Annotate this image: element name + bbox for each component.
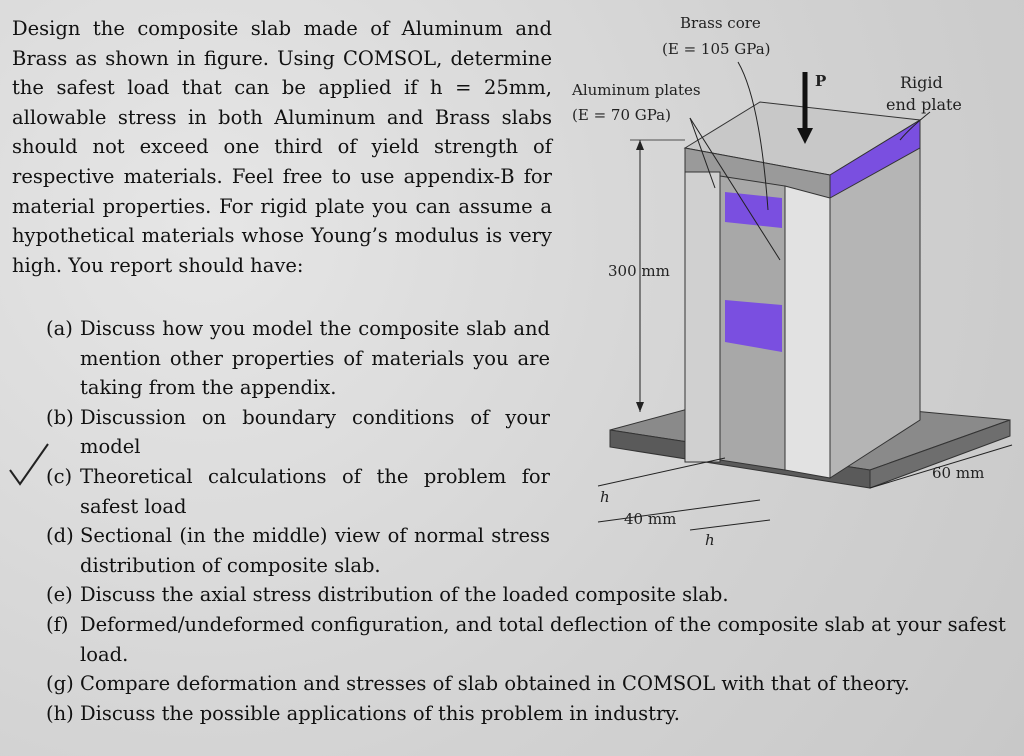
task-text: Discuss how you model the composite slab and mention other properties of materials you are taking from the appendix.: [80, 317, 550, 400]
task-item: [46, 699, 1016, 729]
task-text: Compare deformation and stresses of slab obtained in COMSOL with that of theory.: [80, 672, 910, 696]
aluminum-modulus-label: (E = 70 GPa): [572, 106, 671, 124]
task-label: (f): [46, 612, 69, 636]
composite-slab-figure: [560, 0, 1024, 560]
task-text: Discussion on boundary conditions of your model: [80, 405, 550, 459]
task-label: (e): [46, 583, 73, 607]
brass-modulus-label: (E = 105 GPa): [662, 40, 771, 58]
task-text: Theoretical calculations of the problem for safest load: [80, 464, 550, 518]
task-item: [46, 610, 1016, 669]
aluminum-plates-label: Aluminum plates: [572, 81, 701, 99]
task-text: Deformed/undeformed configuration, and total deflection of the composite slab at your safest load.: [80, 612, 1006, 666]
task-label: (d): [46, 524, 74, 548]
height-dimension-label: 300 mm: [608, 262, 670, 280]
task-label: (a): [46, 317, 73, 340]
task-label: (h): [46, 701, 74, 725]
problem-statement: Design the composite slab made of Aluminum and Brass as shown in figure. Using COMSOL, determine the safest load that can be applied if h = 25mm, allowable stress in both Aluminum and Brass slabs should not exceed one third of yield strength of respective materials. Feel free to use appendix-B for material properties. For rigid plate you can assume a hypothetical materials whose Young’s modulus is very high. You report should have:: [12, 17, 552, 277]
aluminum-plate-right: [785, 186, 830, 478]
task-text: Sectional (in the middle) view of normal stress distribution of composite slab.: [80, 524, 550, 577]
task-label: (g): [46, 672, 74, 696]
task-text: Discuss the possible applications of this problem in industry.: [80, 701, 680, 725]
task-label: (c): [46, 464, 73, 488]
h-left-label: h: [600, 488, 610, 506]
task-text: Discuss the axial stress distribution of the loaded composite slab.: [80, 583, 729, 607]
task-label: (b): [46, 405, 74, 429]
aluminum-plate-left: [685, 172, 720, 462]
load-label: P: [815, 72, 827, 90]
brass-core-label: Brass core: [680, 14, 761, 32]
end-plate-label: end plate: [886, 95, 962, 114]
task-item: [46, 580, 1016, 610]
depth-dimension-label: 60 mm: [932, 464, 985, 482]
width-dimension-label: 40 mm: [624, 510, 677, 528]
task-item: [46, 669, 1016, 699]
h-right-label: h: [705, 531, 715, 549]
checkmark-icon: [4, 440, 54, 490]
rigid-label: Rigid: [900, 73, 943, 92]
